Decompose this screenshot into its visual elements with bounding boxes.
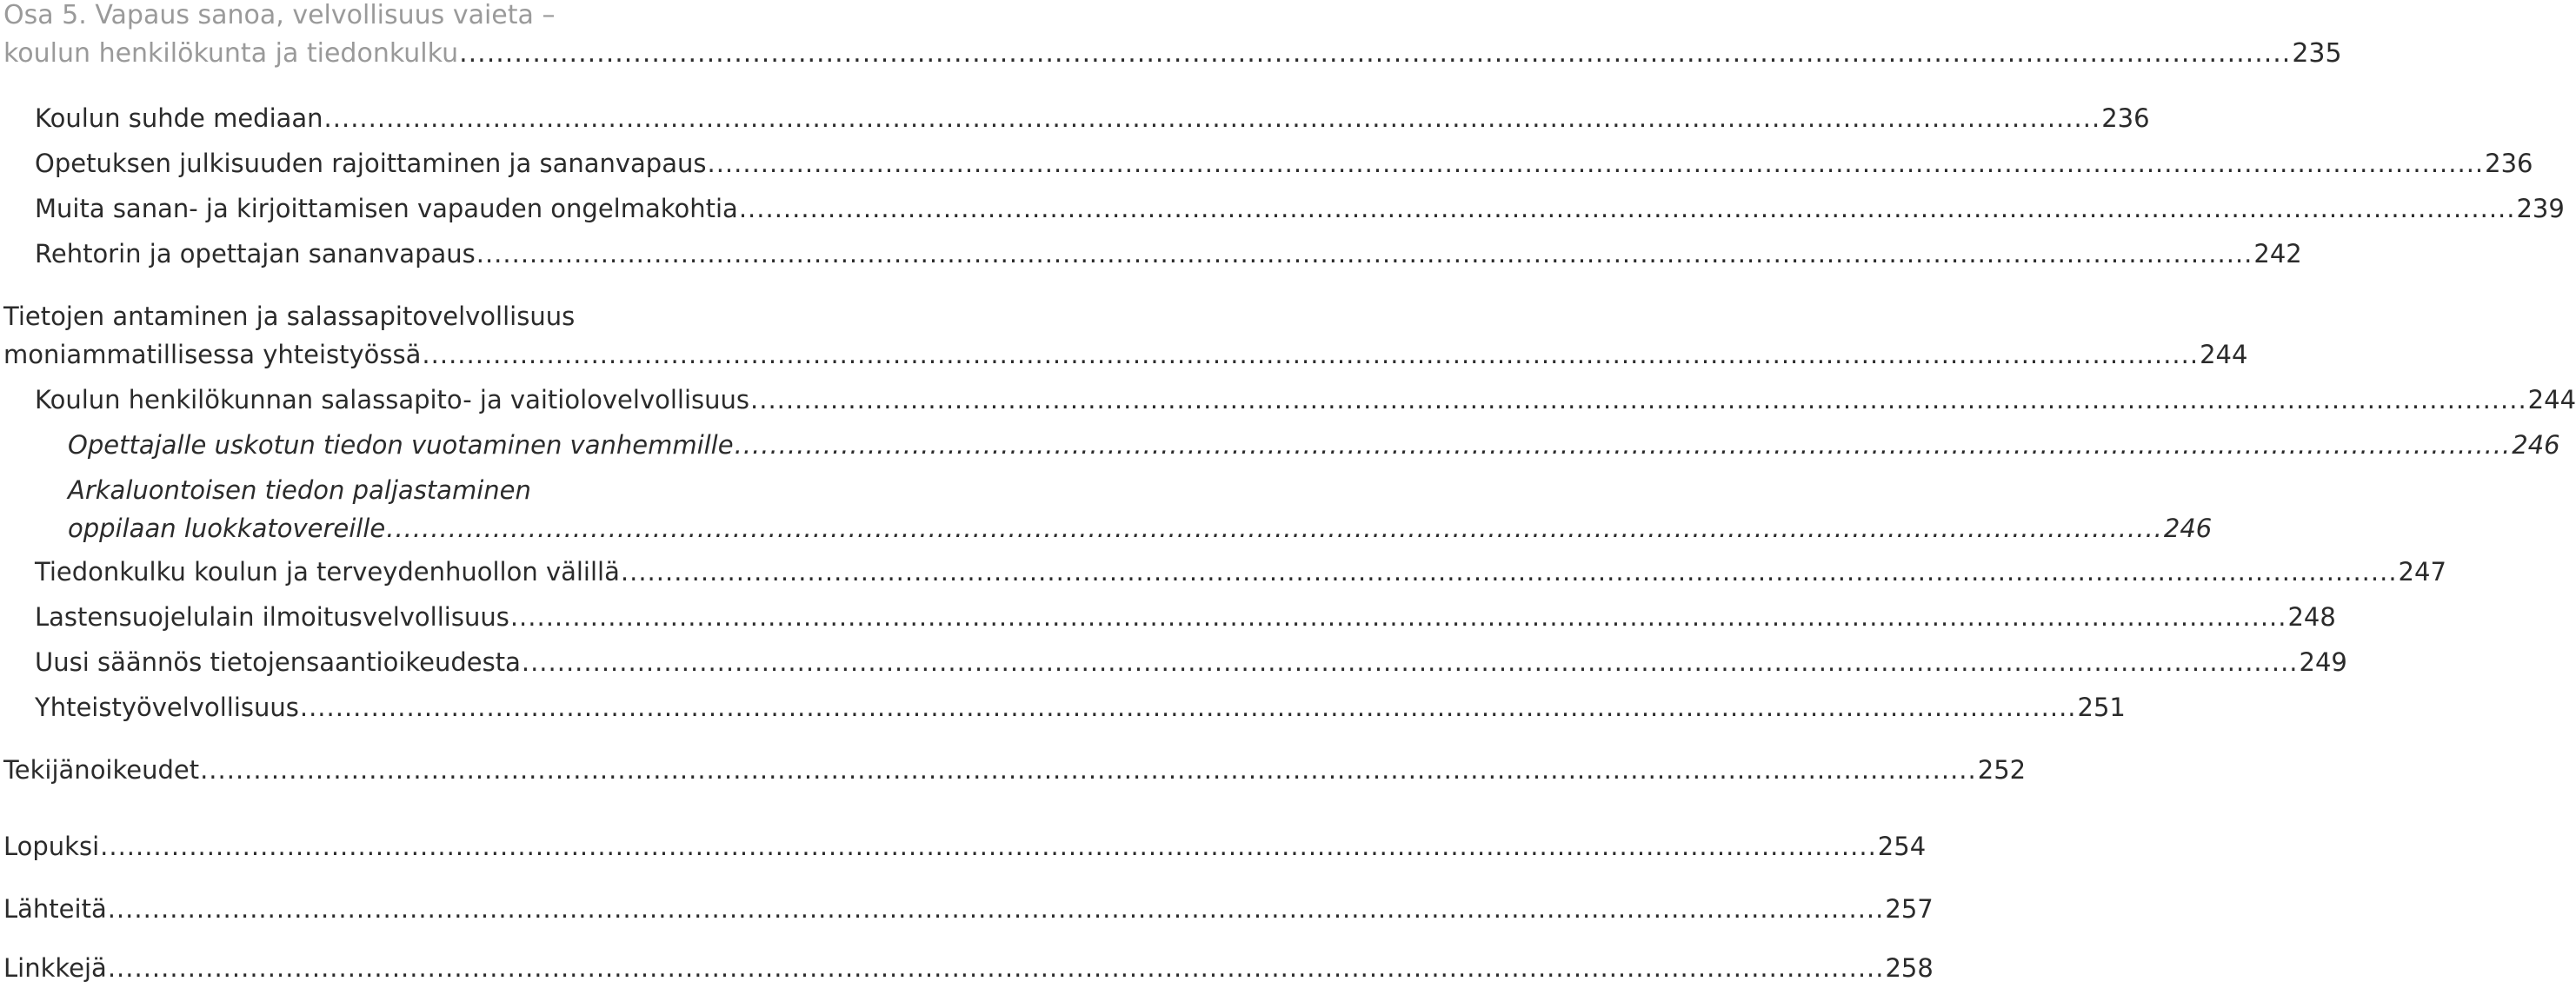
entry-title: Muita sanan- ja kirjoittamisen vapauden ongelmakohtia — [35, 194, 738, 223]
leader-dots: ........................................................................................................................................................................................................ — [738, 194, 2516, 223]
entry-title: Lopuksi — [3, 832, 100, 861]
toc-section[interactable] — [0, 890, 1934, 928]
page-number: 247 — [2398, 557, 2446, 587]
page-number: 258 — [1885, 953, 1934, 983]
toc-section[interactable] — [0, 297, 2248, 374]
page-number: 235 — [2292, 38, 2342, 69]
page-number: 246 — [2512, 430, 2560, 460]
toc-entry[interactable] — [0, 643, 2347, 681]
entry-title: Yhteistyövelvollisuus — [35, 693, 299, 722]
entry-title: Linkkejä — [3, 953, 107, 983]
toc-entry[interactable] — [0, 598, 2336, 636]
part-title-line2: koulun henkilökunta ja tiedonkulku — [3, 38, 459, 69]
toc-entry[interactable] — [0, 235, 2302, 273]
leader-dots: ........................................................................................................................................................................................................ — [476, 239, 2253, 269]
part-title-line1: Osa 5. Vapaus sanoa, velvollisuus vaieta – — [3, 0, 556, 30]
entry-title: Tekijänoikeudet — [3, 755, 200, 785]
leader-dots: ........................................................................................................................................................................................................ — [200, 755, 1977, 785]
leader-dots: ........................................................................................................................................................................................................ — [299, 693, 2077, 722]
entry-title-line1: Tietojen antaminen ja salassapitovelvollisuus — [3, 302, 576, 331]
leader-dots: ........................................................................................................................................................................................................ — [100, 832, 1877, 861]
toc-entry[interactable] — [0, 144, 2533, 182]
entry-title: Opetuksen julkisuuden rajoittaminen ja sananvapaus — [35, 149, 707, 178]
page-number: 246 — [2163, 514, 2213, 543]
toc-entry[interactable] — [0, 553, 2446, 591]
entry-title: Uusi säännös tietojensaantioikeudesta — [35, 647, 521, 677]
leader-dots: ........................................................................................................................................................................................................ — [521, 647, 2299, 677]
page-number: 239 — [2516, 194, 2565, 223]
toc-entry[interactable] — [0, 381, 2576, 419]
page-number: 242 — [2253, 239, 2302, 269]
page-number: 254 — [1877, 832, 1927, 861]
leader-dots: ........................................................................................................................................................................................................ — [107, 953, 1885, 983]
page-number: 251 — [2077, 693, 2126, 722]
entry-title: Lähteitä — [3, 894, 107, 924]
toc-entry[interactable] — [0, 688, 2126, 726]
toc-section[interactable] — [0, 949, 1934, 987]
toc-section[interactable] — [0, 751, 2027, 789]
leader-dots: ........................................................................................................................................................................................................ — [459, 38, 2292, 69]
leader-dots: ........................................................................................................................................................................................................ — [107, 894, 1885, 924]
entry-title: Koulun henkilökunnan salassapito- ja vaitiolovelvollisuus — [35, 385, 750, 414]
entry-title: moniammatillisessa yhteistyössä — [3, 340, 422, 369]
page-number: 252 — [1977, 755, 2027, 785]
entry-title-line1: Arkaluontoisen tiedon paljastaminen — [68, 475, 531, 505]
page-number: 244 — [2200, 340, 2248, 369]
entry-title: Koulun suhde mediaan — [35, 103, 323, 133]
leader-dots: ........................................................................................................................................................................................................ — [750, 385, 2527, 414]
page-number: 248 — [2287, 602, 2336, 632]
leader-dots: ........................................................................................................................................................................................................ — [734, 430, 2512, 460]
leader-dots: ........................................................................................................................................................................................................ — [422, 340, 2200, 369]
page-number: 249 — [2299, 647, 2347, 677]
leader-dots: ........................................................................................................................................................................................................ — [386, 514, 2163, 543]
leader-dots: ........................................................................................................................................................................................................ — [323, 103, 2101, 133]
page-number: 236 — [2485, 149, 2533, 178]
toc-entry[interactable] — [0, 99, 2150, 137]
leader-dots: ........................................................................................................................................................................................................ — [509, 602, 2287, 632]
toc-entry[interactable] — [0, 189, 2565, 228]
entry-title: Rehtorin ja opettajan sananvapaus — [35, 239, 476, 269]
entry-title: Tiedonkulku koulun ja terveydenhuollon välillä — [35, 557, 620, 587]
toc-section[interactable] — [0, 827, 1927, 865]
leader-dots: ........................................................................................................................................................................................................ — [620, 557, 2398, 587]
entry-title: Lastensuojelulain ilmoitusvelvollisuus — [35, 602, 509, 632]
page-number: 236 — [2101, 103, 2150, 133]
page-number: 244 — [2527, 385, 2576, 414]
toc-subentry[interactable] — [0, 471, 2213, 547]
page-number: 257 — [1885, 894, 1934, 924]
entry-title: oppilaan luokkatovereille — [68, 514, 386, 543]
entry-title: Opettajalle uskotun tiedon vuotaminen vanhemmille — [68, 430, 734, 460]
toc-subentry[interactable] — [0, 426, 2560, 464]
toc-part-5 — [0, 0, 2342, 73]
leader-dots: ........................................................................................................................................................................................................ — [707, 149, 2485, 178]
